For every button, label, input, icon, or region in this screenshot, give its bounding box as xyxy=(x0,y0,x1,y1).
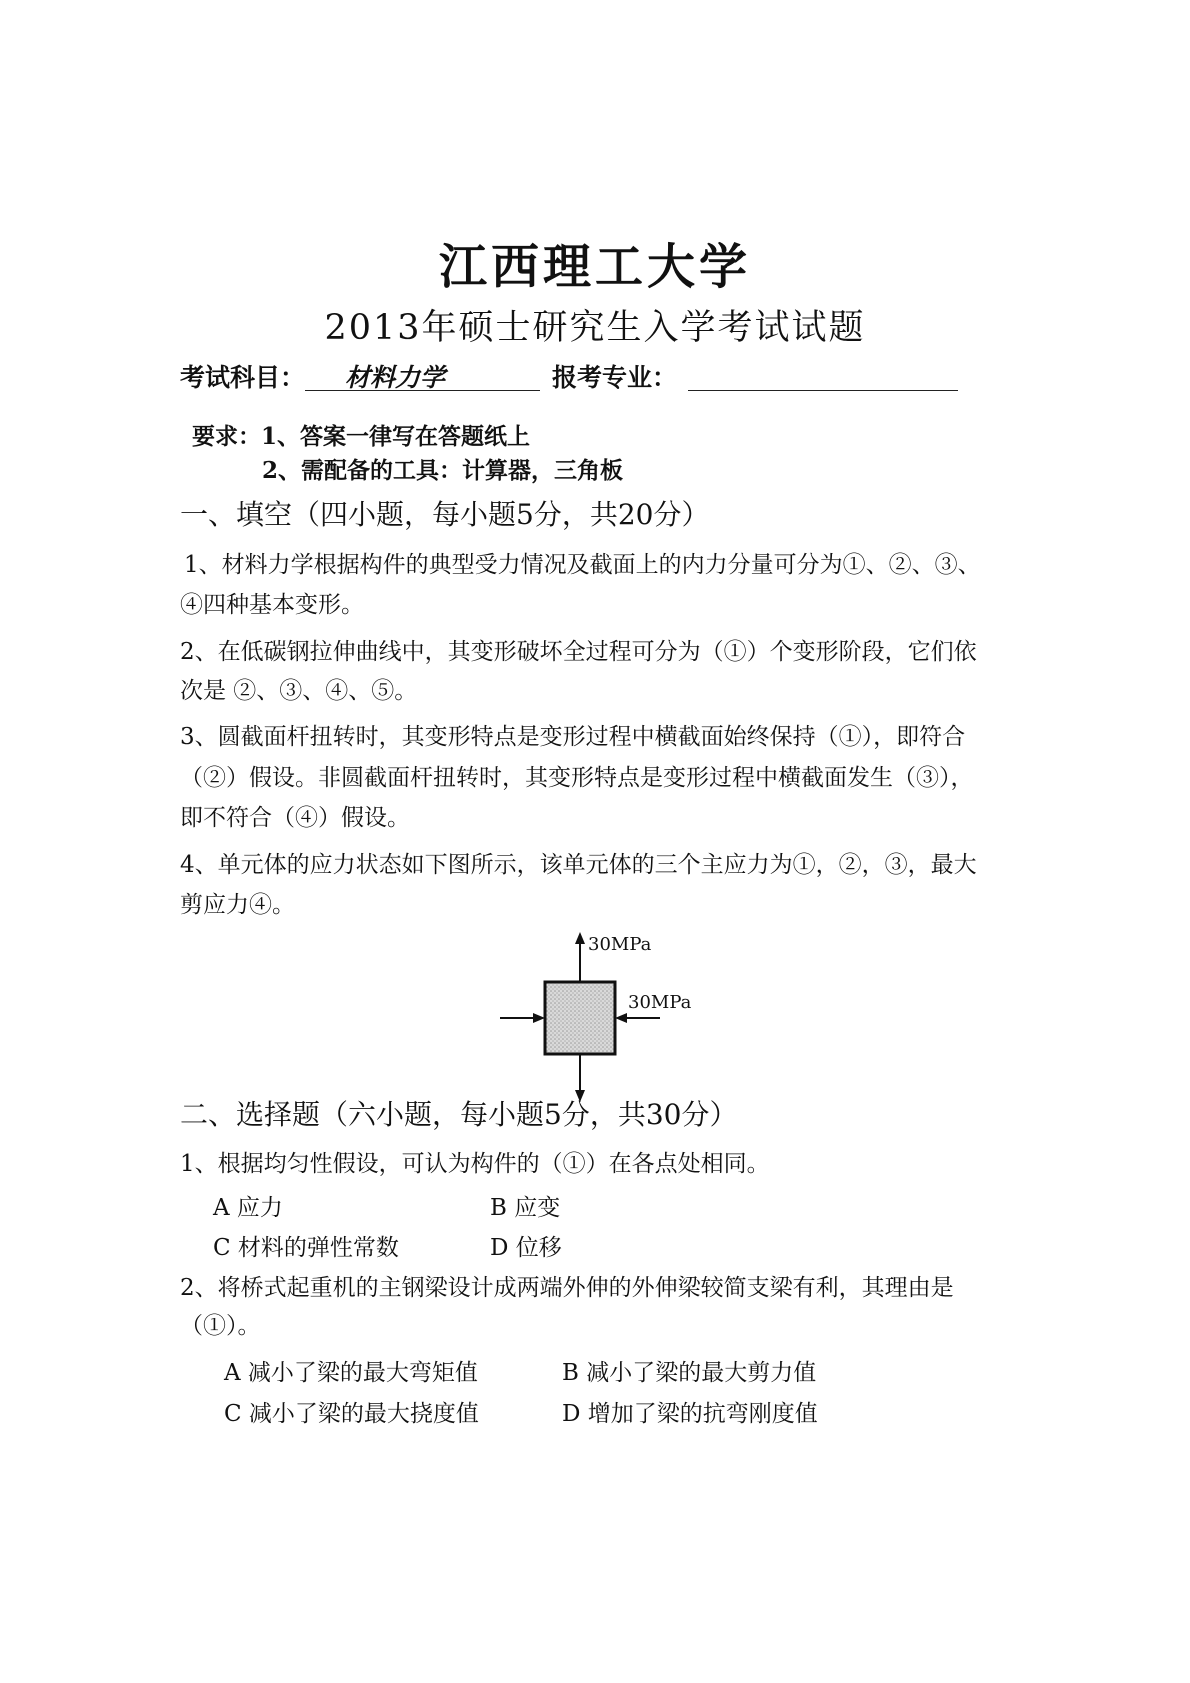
major-blank xyxy=(688,358,958,391)
exam-title: 2013年硕士研究生入学考试试题 xyxy=(324,308,866,348)
s1-q2-line1: 2、在低碳钢拉伸曲线中，其变形破坏全过程可分为（①）个变形阶段，它们依 xyxy=(180,639,977,665)
stress-element-diagram xyxy=(490,930,750,1110)
s1-q4-line1: 4、单元体的应力状态如下图所示，该单元体的三个主应力为①，②，③，最大 xyxy=(180,852,977,878)
requirement-line-1: 要求：1、答案一律写在答题纸上 xyxy=(192,423,531,450)
s1-q2-line2: 次是 ②、③、④、⑤。 xyxy=(180,678,418,704)
exam-meta xyxy=(180,358,1060,398)
subject-value: 材料力学 xyxy=(345,363,446,392)
s1-q1-line2: ④四种基本变形。 xyxy=(180,592,364,618)
major-label: 报考专业： xyxy=(552,363,678,392)
s2-q2-option-c: C 减小了梁的最大挠度值 xyxy=(224,1401,479,1427)
stress-element-square xyxy=(545,982,615,1054)
university-title: 江西理工大学 xyxy=(438,239,751,295)
top-stress-label: 30MPa xyxy=(588,934,652,955)
s2-q1-option-c: C 材料的弹性常数 xyxy=(213,1235,399,1261)
s2-q2-line1: 2、将桥式起重机的主钢梁设计成两端外伸的外伸梁较简支梁有利，其理由是 xyxy=(180,1275,954,1301)
section-1-heading: 一、填空（四小题，每小题5分，共20分） xyxy=(180,498,710,531)
subject-label: 考试科目： xyxy=(180,363,306,392)
right-arrow xyxy=(615,1013,660,1023)
s1-q4-line2: 剪应力④。 xyxy=(180,892,295,918)
s2-q1-option-a: A 应力 xyxy=(213,1195,283,1221)
s2-q1-text: 1、根据均匀性假设，可认为构件的（①）在各点处相同。 xyxy=(180,1151,770,1177)
s2-q2-option-b: B 减小了梁的最大剪力值 xyxy=(562,1360,817,1386)
s1-q3-line3: 即不符合（④）假设。 xyxy=(180,805,410,831)
s2-q1-option-d: D 位移 xyxy=(490,1235,562,1261)
requirement-line-2: 2、需配备的工具：计算器，三角板 xyxy=(262,457,624,484)
right-stress-label: 30MPa xyxy=(628,992,692,1013)
top-arrow xyxy=(575,932,585,982)
s1-q3-line2: （②）假设。非圆截面杆扭转时，其变形特点是变形过程中横截面发生（③）， xyxy=(180,765,974,791)
s2-q1-option-b: B 应变 xyxy=(490,1195,561,1221)
s1-q1-line1: 1、材料力学根据构件的典型受力情况及截面上的内力分量可分为①、②、③、 xyxy=(184,552,981,578)
section-2-heading: 二、选择题（六小题，每小题5分，共30分） xyxy=(180,1098,738,1131)
left-arrow xyxy=(500,1013,545,1023)
s2-q2-option-d: D 增加了梁的抗弯刚度值 xyxy=(562,1401,818,1427)
s2-q2-line2: （①）。 xyxy=(180,1313,261,1339)
s1-q3-line1: 3、圆截面杆扭转时，其变形特点是变形过程中横截面始终保持（①），即符合 xyxy=(180,724,966,750)
s2-q2-option-a: A 减小了梁的最大弯矩值 xyxy=(224,1360,478,1386)
